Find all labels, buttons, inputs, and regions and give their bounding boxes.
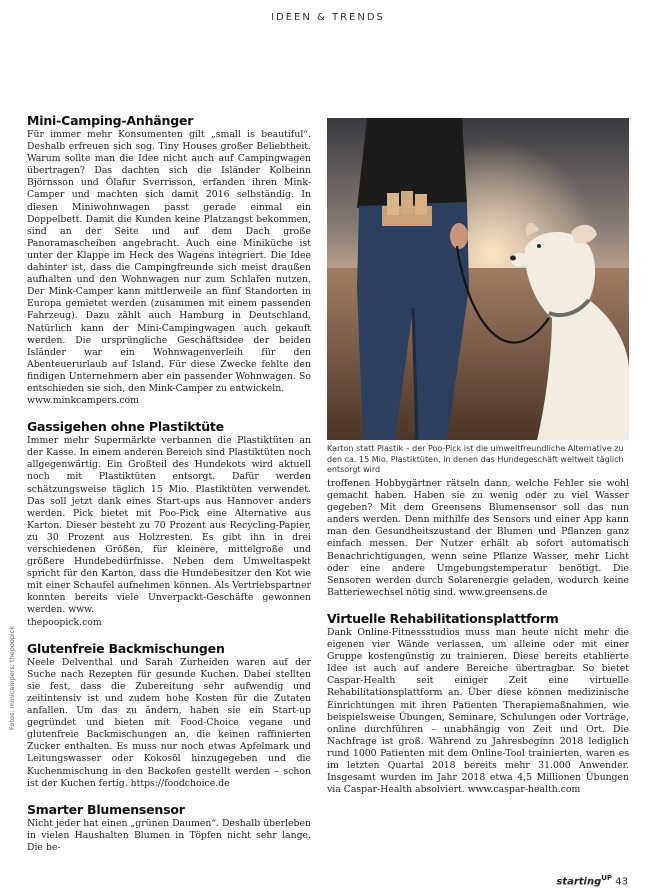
article-body: troffenen Hobbygärtner rätseln dann, welche Fehler sie wohl gemacht haben. Haben sie zu wenig oder zu viel Wasser gegeben? Mit dem Greensens Blumensensor soll das nun anders werden. Denn mithilfe des Sensors und einer App kann man den Gesundheitszustand der Blumen und Pflanzen ganz einfach messen. Der Nutzer erhält ab sofort automatisch Benachrichtigungen, wenn seine Pflanze Wasser, mehr Licht oder eine andere Umgebungstemperatur benötigt. Die Sensoren werden durch Solarenergie geladen, wodurch keine Batteriewechsel nötig sind. www.greensens.de [327,478,629,598]
article-title: Virtuelle Rehabilitationsplattform [327,610,559,626]
left-column [27,113,311,866]
article-rehabilitationsplattform [327,611,629,796]
article-body: Nicht jeder hat einen „grünen Daumen“. Deshalb überleben in vielen Haushalten Blumen in Töpfen nicht sehr lange. Die be- [27,817,311,853]
article-blumensensor-continued [327,478,629,599]
article-body: Immer mehr Supermärkte verbannen die Plastiktüten an der Kasse. In einem anderen Bereich sind Plastiktüten noch allgegenwärtig. Ein Großteil des Hundekots wird aktuell noch mit Plastiktüten entsorgt. Dafür werden schätzungsweise täglich 15 Mio. Plastiktüten verwendet. Das soll jetzt dank eines Start-ups aus Hannover anders werden. Pick bietet mit Poo-Pick eine Alternative aus Karton. Dieser besteht zu 70 Prozent aus Recycling-Papier, zu 30 Prozent aus Holzresten. Es gibt ihn in drei verschiedenen Größen, für kleinere, mittelgroße und größere Hundebedürfnisse. Neben dem Umweltaspekt spricht für den Karton, dass die Hundebesitzer den Kot wie mit einer Schaufel aufnehmen können. Als Vertriebspartner konnten bereits viele Unverpackt-Geschäfte gewonnen werden. www. thepoopick.com [27,435,311,628]
article-body: Für immer mehr Konsumenten gilt „small is beautiful“. Deshalb erfreuen sich sog. Tiny Houses großer Beliebtheit. Warum sollte man die Idee nicht auch auf Campingwagen übertragen? Das dachten sich die Isländer Kolbeinn Björnsson und Ólafur Sverrisson, erfanden ihren Mink-Camper und machten sich damit 2016 selbständig. In diesen Miniwohnwagen passt gerade einmal ein Doppelbett. Damit die Kunden keine Platzangst bekommen, sind an der Seite und auf dem Dach große Panoramascheiben angebracht. Auch eine Miniküche ist unter der Klappe im Heck des Wagens integriert. Die Idee dahinter ist, dass die Campingfreunde sich meist draußen aufhalten und den Wohnwagen nur zum Schlafen nutzen. Der Mink-Camper kann mittlerweile an fünf Standorten in Europa gemietet werden (zusammen mit einem passenden Fahrzeug). Dazu zählt auch Hamburg in Deutschland. Natürlich kann der Mini-Campingwagen auch gekauft werden. Die ursprüngliche Geschäftsidee der beiden Isländer war ein Wohnwagenverleih für den Abenteuerurlaub auf Island. Für diese Zwecke fehlte den findigen Unternehmern aber ein passender Wohnwagen. So entschieden sie sich, den Mink-Camper zu entwickeln. www.minkcampers.com [27,129,311,407]
article-mini-camping [27,113,311,407]
article-poo-pick [27,419,311,629]
article-body: Neele Delventhal und Sarah Zurheiden waren auf der Suche nach Rezepten für gesunde Kuchen. Dabei stellten sie fest, dass die Zubereitung sehr aufwendig und zeitintensiv ist und zudem hohe Kosten für die Zutaten anfallen. Um das zu ändern, haben sie ein Start-up gegründet und bieten mit Food-Choice vegane und glutenfreie Backmischungen an, die keinen raffinierten Zucker enthalten. Es muss nur noch etwas Apfelmark und Leitungswasser oder Kokosöl hinzugegeben und die Kuchenmischung in den Backofen gestellt werden – schon ist der Kuchen fertig. https://foodchoice.de [27,656,311,789]
article-backmischungen [27,641,311,790]
photo-credit: Fotos: minicampers; thepoopick [8,625,16,730]
article-title: Glutenfreie Backmischungen [27,640,225,656]
article-title: Mini-Camping-Anhänger [27,113,194,128]
article-blumensensor [27,802,311,854]
page-footer [556,874,628,887]
page-number: 43 [615,876,628,888]
magazine-brand: starting [556,876,602,888]
right-column [327,478,629,808]
article-body: Dank Online-Fitnessstudios muss man heute nicht mehr die eigenen vier Wände verlassen, um alleine oder mit einer Gruppe kostengünstig zu trainieren. Diese bereits etablierte Idee ist auch auf andere Bereiche übertragbar. So bietet Caspar-Health seit einiger Zeit eine virtuelle Rehabilitationsplattform an. Über diese können medizinische Einrichtungen mit ihren Patienten Therapiemaßnahmen, wie beispielsweise Übungen, Seminare, Schulungen oder Vorträge, online durchführen – unabhängig von Zeit und Ort. Die Nachfrage ist groß. Während zu Jahresbeginn 2018 lediglich rund 1000 Patienten mit dem Online-Tool trainierten, waren es im letzten Quartal 2018 bereits mehr 31.000 Anwender. Insgesamt wurden im Jahr 2018 etwa 4,5 Millionen Übungen via Caspar-Health absolviert. www.caspar-health.com [327,626,629,796]
article-title: Smarter Blumensensor [27,801,185,817]
magazine-brand-suffix: UP [601,874,613,882]
article-link[interactable]: thepoopick.com [27,616,102,628]
dog-photo-illustration [327,118,629,440]
section-title: IDEEN & TRENDS [271,12,385,23]
dog-photo [327,118,629,440]
article-title: Gassigehen ohne Plastiktüte [27,419,224,435]
article-link[interactable]: www.minkcampers.com [27,395,139,407]
photo-caption: Karton statt Plastik – der Poo-Pick ist die umweltfreundliche Alternative zu den ca. 15 Mio. Plastiktüten, in denen das Hundegeschäft weltweit täglich entsorgt wird [327,444,624,474]
